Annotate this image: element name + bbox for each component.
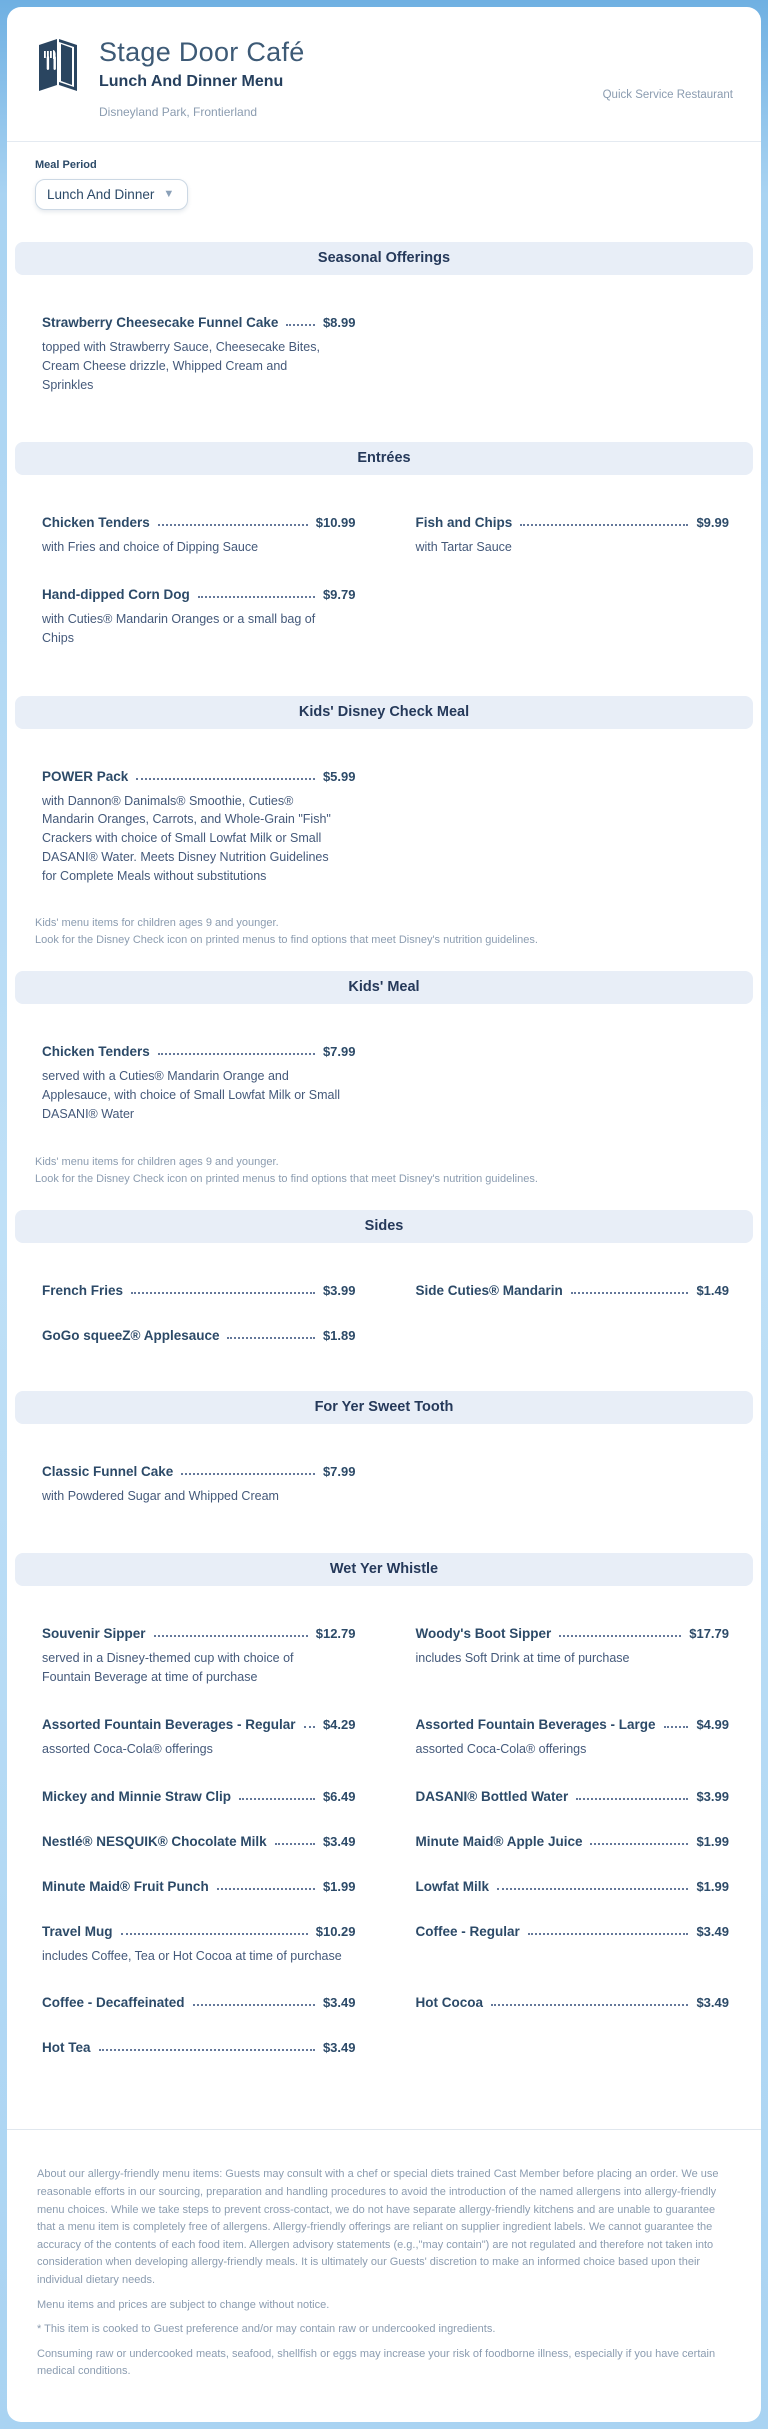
chevron-down-icon: ▼ <box>163 188 175 200</box>
menu-item-row <box>42 2040 356 2055</box>
menu-item <box>42 1464 356 1506</box>
dot-leader <box>193 2004 315 2006</box>
menu-section <box>7 242 761 420</box>
item-price: $3.49 <box>322 2040 356 2056</box>
item-price: $3.99 <box>322 1282 356 1298</box>
item-price: $1.99 <box>322 1878 356 1894</box>
item-price: $6.49 <box>322 1788 356 1804</box>
item-name: Classic Funnel Cake <box>42 1463 174 1479</box>
item-name: Travel Mug <box>42 1923 113 1939</box>
item-price: $7.99 <box>322 1463 356 1479</box>
menu-item <box>42 515 356 557</box>
dot-leader <box>181 1473 315 1475</box>
item-name: Assorted Fountain Beverages - Large <box>415 1716 656 1732</box>
section-header <box>15 442 753 475</box>
menu-item <box>42 1044 356 1123</box>
section-items <box>7 1424 761 1532</box>
section-notes <box>7 911 761 949</box>
item-price: $17.79 <box>689 1626 729 1642</box>
item-price: $1.99 <box>696 1878 729 1894</box>
menu-item-row <box>42 1789 356 1804</box>
item-name: Nestlé® NESQUIK® Chocolate Milk <box>42 1833 267 1849</box>
item-name: Lowfat Milk <box>415 1878 489 1894</box>
item-description: topped with Strawberry Sauce, Cheesecake Bites, Cream Cheese drizzle, Whipped Cream and Sprinkles <box>42 340 320 392</box>
item-price: $1.89 <box>322 1327 356 1343</box>
dot-leader <box>198 596 315 598</box>
footer-disclaimers <box>7 2129 761 2422</box>
item-price: $12.79 <box>315 1626 356 1642</box>
section-title: Sides <box>364 1217 404 1234</box>
menu-item <box>42 587 356 648</box>
item-name: Side Cuties® Mandarin <box>415 1282 563 1298</box>
section-header <box>15 696 753 729</box>
section-header <box>15 1553 753 1586</box>
menu-item <box>416 1717 730 1759</box>
dot-leader <box>576 1798 688 1800</box>
item-price: $3.49 <box>696 1995 729 2011</box>
menu-section <box>7 1210 761 1369</box>
section-items <box>7 1243 761 1369</box>
meal-period-control <box>7 142 761 220</box>
menu-item-row <box>416 1626 730 1641</box>
dot-leader <box>559 1635 681 1637</box>
footer-paragraph: About our allergy-friendly menu items: Guests may consult with a chef or special diets trained Cast Member before placing an order. We use reasonable efforts in our sourcing, preparation and handling procedures to avoid the introduction of the named allergens into allergy-friendly menu choices. While we take steps to prevent cross-contact, we do not have separate allergy-friendly kitchens and are unable to guarantee that a menu item is completely free of allergens. Allergy-friendly offerings are reliant on supplier ingredient labels. We cannot guarantee the accuracy of the contents of each food item. Allergen advisory statements (e.g.,"may contain") are not regulated and therefore not taken into consideration when developing allergy-friendly meals. It is ultimately our Guests' discretion to make an informed choice based upon their individual dietary needs. <box>37 2168 719 2286</box>
menu-item <box>42 1328 356 1343</box>
menu-item <box>42 315 356 394</box>
item-name: Chicken Tenders <box>42 1044 150 1060</box>
menu-book-utensils-icon <box>35 37 81 91</box>
item-description: assorted Coca-Cola® offerings <box>42 1741 213 1756</box>
menu-item <box>416 1879 730 1894</box>
dot-leader <box>158 1053 315 1055</box>
dot-leader <box>99 2049 315 2051</box>
dot-leader <box>121 1933 308 1935</box>
item-name: POWER Pack <box>42 768 129 784</box>
item-price: $4.99 <box>696 1716 729 1732</box>
section-title: For Yer Sweet Tooth <box>314 1398 454 1415</box>
item-description: assorted Coca-Cola® offerings <box>415 1741 587 1756</box>
dot-leader <box>571 1292 689 1294</box>
menu-item-row <box>42 587 356 602</box>
item-description: includes Soft Drink at time of purchase <box>415 1651 630 1666</box>
section-items <box>7 475 761 673</box>
menu-item <box>42 1626 356 1687</box>
item-description: served with a Cuties® Mandarin Orange and Applesauce, with choice of Small Lowfat Milk or Small DASANI® Water <box>42 1069 341 1121</box>
menu-item <box>416 1995 730 2010</box>
item-name: Chicken Tenders <box>42 515 150 531</box>
dot-leader <box>528 1933 689 1935</box>
item-price: $3.49 <box>696 1923 729 1939</box>
menu-item-row <box>42 315 356 330</box>
menu-item-row <box>42 1924 356 1939</box>
item-description: with Tartar Sauce <box>415 540 512 555</box>
menu-section <box>7 696 761 950</box>
item-price: $5.99 <box>322 768 356 784</box>
note-line: Kids' menu items for children ages 9 and younger. <box>35 1155 279 1168</box>
section-header <box>15 1391 753 1424</box>
item-price: $1.49 <box>696 1282 729 1298</box>
menu-item-row <box>416 1789 730 1804</box>
item-description: with Cuties® Mandarin Oranges or a small bag of Chips <box>42 612 316 645</box>
section-notes <box>7 1150 761 1188</box>
menu-item-row <box>416 1283 730 1298</box>
menu-item <box>416 1924 730 1939</box>
menu-item <box>42 769 356 886</box>
item-name: Souvenir Sipper <box>42 1626 146 1642</box>
menu-item-row <box>42 1328 356 1343</box>
dot-leader <box>664 1726 689 1728</box>
menu-section <box>7 442 761 673</box>
menu-item-row <box>42 1717 356 1732</box>
item-price: $7.99 <box>322 1044 356 1060</box>
menu-item <box>42 1789 356 1804</box>
meal-period-dropdown[interactable] <box>35 179 188 210</box>
menu-item-row <box>42 515 356 530</box>
menu-item-row <box>42 1464 356 1479</box>
menu-item-row <box>42 1834 356 1849</box>
section-items <box>7 1004 761 1149</box>
item-name: Coffee - Regular <box>415 1923 520 1939</box>
item-name: Minute Maid® Apple Juice <box>415 1833 583 1849</box>
section-title: Kids' Meal <box>348 979 420 996</box>
dot-leader <box>520 524 688 526</box>
menu-item <box>42 1717 356 1759</box>
menu-card <box>7 7 761 2422</box>
section-header <box>15 242 753 275</box>
dot-leader <box>239 1798 315 1800</box>
dot-leader <box>286 324 315 326</box>
menu-item-row <box>416 1924 730 1939</box>
section-header <box>15 1210 753 1243</box>
item-name: Fish and Chips <box>415 515 513 531</box>
item-name: Assorted Fountain Beverages - Regular <box>42 1716 296 1732</box>
menu-item <box>416 515 730 557</box>
footer-paragraph: Consuming raw or undercooked meats, seafood, shellfish or eggs may increase your risk of foodborne illness, especially if you have certain medical conditions. <box>37 2347 716 2378</box>
menu-sections <box>7 220 761 2081</box>
item-price: $1.99 <box>696 1833 729 1849</box>
section-items <box>7 729 761 912</box>
item-name: Hand-dipped Corn Dog <box>42 587 190 602</box>
item-description: served in a Disney-themed cup with choice of Fountain Beverage at time of purchase <box>42 1651 294 1685</box>
service-type-label: Quick Service Restaurant <box>602 89 733 101</box>
note-line: Look for the Disney Check icon on printed menus to find options that meet Disney's nutrition guidelines. <box>35 934 538 947</box>
item-name: Strawberry Cheesecake Funnel Cake <box>42 315 279 330</box>
menu-item-row <box>42 769 356 784</box>
restaurant-name: Stage Door Café <box>99 37 305 67</box>
menu-item-row <box>42 1283 356 1298</box>
section-items <box>7 1586 761 2081</box>
menu-item-row <box>42 1626 356 1641</box>
menu-item-row <box>416 1717 730 1732</box>
section-title: Entrées <box>357 450 411 467</box>
dot-leader <box>227 1337 314 1339</box>
menu-item-row <box>416 1879 730 1894</box>
section-title: Wet Yer Whistle <box>329 1561 439 1578</box>
menu-item <box>42 1834 356 1849</box>
item-name: Hot Cocoa <box>415 1995 483 2011</box>
menu-section <box>7 1391 761 1532</box>
item-price: $3.49 <box>322 1833 356 1849</box>
item-description: includes Coffee, Tea or Hot Cocoa at time of purchase <box>42 1948 342 1963</box>
menu-item <box>42 1879 356 1894</box>
menu-section <box>7 1553 761 2081</box>
item-name: Mickey and Minnie Straw Clip <box>42 1788 232 1804</box>
dot-leader <box>158 524 308 526</box>
menu-item-row <box>416 1834 730 1849</box>
item-price: $8.99 <box>322 315 356 330</box>
menu-item-row <box>416 515 730 530</box>
menu-item-row <box>42 1995 356 2010</box>
section-header <box>15 971 753 1004</box>
menu-item <box>42 1283 356 1298</box>
section-title: Kids' Disney Check Meal <box>298 703 470 720</box>
menu-item <box>416 1834 730 1849</box>
item-name: DASANI® Bottled Water <box>415 1788 569 1804</box>
menu-item-row <box>416 1995 730 2010</box>
menu-item <box>416 1789 730 1804</box>
item-name: GoGo squeeZ® Applesauce <box>42 1327 220 1343</box>
meal-period-selected-value: Lunch And Dinner <box>47 187 155 202</box>
note-line: Look for the Disney Check icon on printed menus to find options that meet Disney's nutrition guidelines. <box>35 1172 538 1185</box>
item-description: with Fries and choice of Dipping Sauce <box>42 540 259 555</box>
item-price: $9.79 <box>322 587 356 602</box>
menu-item <box>42 2040 356 2055</box>
menu-item-row <box>42 1879 356 1894</box>
menu-title: Lunch And Dinner Menu <box>99 73 284 90</box>
dot-leader <box>154 1635 308 1637</box>
item-name: French Fries <box>42 1282 124 1298</box>
item-price: $3.99 <box>696 1788 729 1804</box>
item-description: with Powdered Sugar and Whipped Cream <box>42 1488 279 1503</box>
menu-item-row <box>42 1044 356 1059</box>
item-name: Woody's Boot Sipper <box>415 1626 552 1642</box>
dot-leader <box>491 2004 688 2006</box>
dot-leader <box>131 1292 315 1294</box>
item-price: $10.99 <box>315 515 356 531</box>
dot-leader <box>217 1888 315 1890</box>
restaurant-location: Disneyland Park, Frontierland <box>99 105 258 119</box>
item-price: $10.29 <box>315 1923 356 1939</box>
dot-leader <box>136 778 315 780</box>
dot-leader <box>497 1888 688 1890</box>
section-title: Seasonal Offerings <box>317 250 451 266</box>
note-line: Kids' menu items for children ages 9 and younger. <box>35 917 279 930</box>
footer-paragraph: Menu items and prices are subject to change without notice. <box>37 2298 330 2311</box>
menu-item <box>416 1626 730 1668</box>
item-description: with Dannon® Danimals® Smoothie, Cuties® Mandarin Oranges, Carrots, and Whole-Grain "Fish" Crackers with choice of Small Lowfat Milk or Small DASANI® Water. Meets Disney Nutrition Guidelines for Complete Meals without substitutions <box>42 793 331 883</box>
footer-paragraph: * This item is cooked to Guest preference and/or may contain raw or undercooked ingredients. <box>37 2323 496 2336</box>
dot-leader <box>275 1843 315 1845</box>
item-price: $9.99 <box>696 515 729 531</box>
item-price: $3.49 <box>322 1995 356 2011</box>
dot-leader <box>304 1726 315 1728</box>
restaurant-header <box>7 7 761 142</box>
menu-item <box>42 1924 356 1966</box>
dot-leader <box>590 1843 688 1845</box>
item-name: Hot Tea <box>42 2040 91 2056</box>
meal-period-label: Meal Period <box>35 159 97 171</box>
menu-item <box>42 1995 356 2010</box>
menu-item <box>416 1283 730 1298</box>
item-price: $4.29 <box>322 1716 356 1732</box>
section-items <box>7 275 761 420</box>
item-name: Minute Maid® Fruit Punch <box>42 1878 209 1894</box>
menu-section <box>7 971 761 1187</box>
item-name: Coffee - Decaffeinated <box>42 1995 185 2011</box>
